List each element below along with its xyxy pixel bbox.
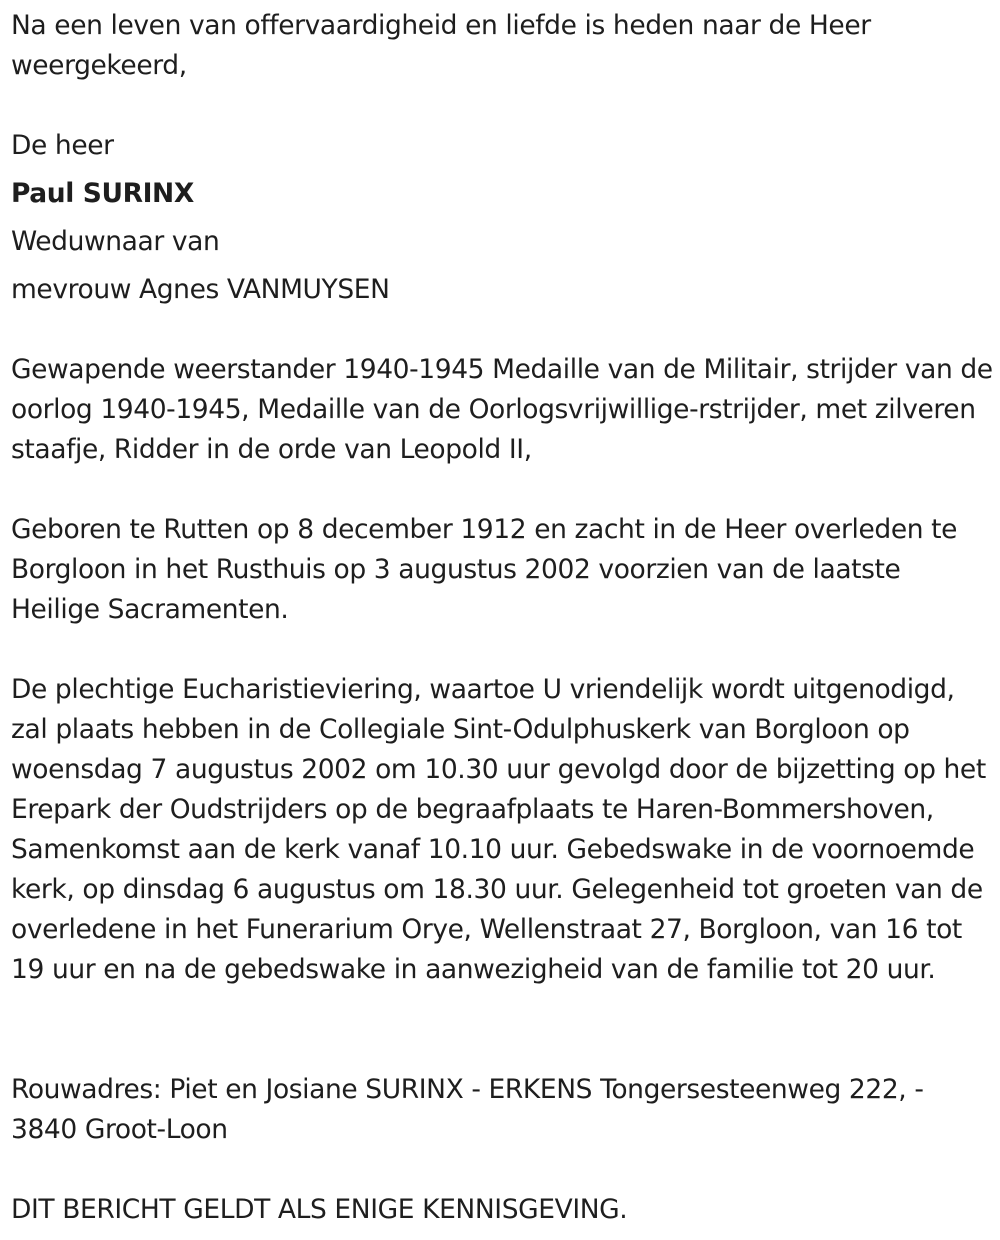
spouse-name: mevrouw Agnes VANMUYSEN bbox=[11, 274, 390, 305]
ceremony-paragraph: De plechtige Eucharistieviering, waartoe U vriendelijk wordt uitgenodigd, zal plaats hebben in de Collegiale Sint-Odulphuskerk van Borgloon op woensdag 7 augustus 2002 om 10.30 uur gevolgd door de bijzetting op het Erepark der Oudstrijders op de begraafplaats te Haren-Bommershoven, Samenkomst aan de kerk vanaf 10.10 uur. Gebedswake in de voornoemde kerk, op dinsdag 6 augustus om 18.30 uur. Gelegenheid tot groeten van de overledene in het Funerarium Orye, Wellenstraat 27, Borgloon, van 16 tot 19 uur en na de gebedswake in aanwezigheid van de familie tot 20 uur. bbox=[11, 674, 986, 985]
honorific: De heer bbox=[11, 130, 114, 161]
birth-death-paragraph: Geboren te Rutten op 8 december 1912 en zacht in de Heer overleden te Borgloon in het Rusthuis op 3 augustus 2002 voorzien van de laatste Heilige Sacramenten. bbox=[11, 514, 958, 625]
intro-paragraph: Na een leven van offervaardigheid en liefde is heden naar de Heer weergekeerd, bbox=[11, 10, 871, 81]
deceased-name: Paul SURINX bbox=[11, 178, 194, 209]
address-paragraph: Rouwadres: Piet en Josiane SURINX - ERKENS Tongersesteenweg 222, - 3840 Groot-Loon bbox=[11, 1074, 924, 1145]
widower-label: Weduwnaar van bbox=[11, 226, 220, 257]
closing-notice: DIT BERICHT GELDT ALS ENIGE KENNISGEVING. bbox=[11, 1194, 628, 1225]
awards-paragraph: Gewapende weerstander 1940-1945 Medaille van de Militair, strijder van de oorlog 1940-1945, Medaille van de Oorlogsvrijwillige-rstrijder, met zilveren staafje, Ridder in de orde van Leopold II, bbox=[11, 354, 993, 465]
